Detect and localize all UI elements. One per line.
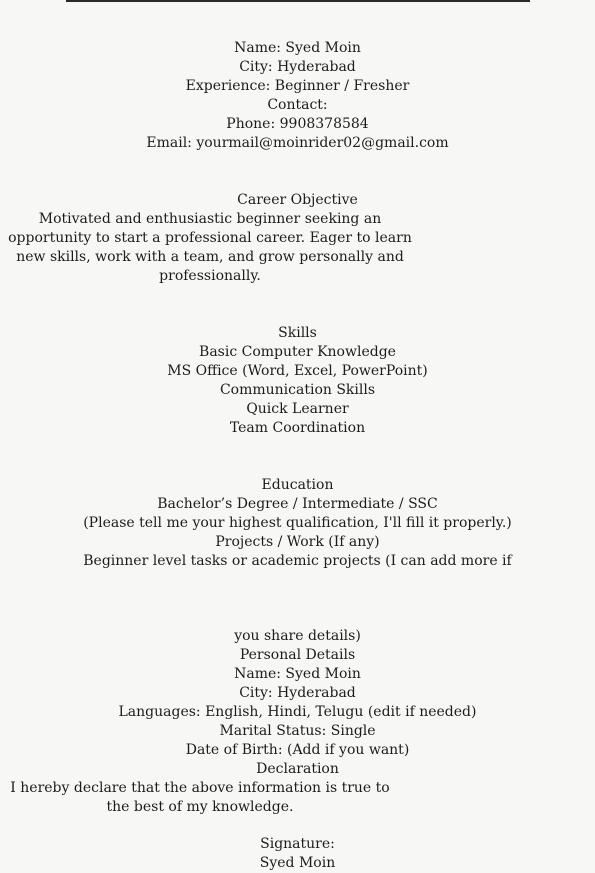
career-objective-text: Motivated and enthusiastic beginner seeking an opportunity to start a professional career. Eager to learn new skills, work with a team, and grow personally and professionally. xyxy=(8,211,412,284)
skill-item: Basic Computer Knowledge xyxy=(199,344,396,360)
signature-name: Syed Moin xyxy=(259,855,336,871)
contact-name: Name: Syed Moin xyxy=(234,40,361,56)
personal-details-section xyxy=(0,646,595,760)
skills-section xyxy=(0,324,595,438)
personal-dob: Date of Birth: (Add if you want) xyxy=(185,742,410,758)
contact-experience: Experience: Beginner / Fresher xyxy=(185,78,410,94)
career-objective-heading: Career Objective xyxy=(237,192,358,208)
education-note: (Please tell me your highest qualification, I'll fill it properly.) xyxy=(83,515,512,531)
skill-item: Team Coordination xyxy=(229,420,366,436)
top-rule xyxy=(66,0,530,2)
skills-heading: Skills xyxy=(278,325,317,341)
contact-city: City: Hyderabad xyxy=(239,59,356,75)
education-section xyxy=(0,476,595,533)
personal-city: City: Hyderabad xyxy=(239,685,356,701)
projects-text-line1: Beginner level tasks or academic projects (I can add more if xyxy=(83,553,512,569)
signature-label: Signature: xyxy=(260,836,335,852)
declaration-heading: Declaration xyxy=(256,761,339,777)
personal-marital-status: Marital Status: Single xyxy=(219,723,376,739)
skill-item: Communication Skills xyxy=(219,382,376,398)
resume-document xyxy=(0,39,595,873)
education-degree: Bachelor’s Degree / Intermediate / SSC xyxy=(157,496,438,512)
contact-email: Email: yourmail@moinrider02@gmail.com xyxy=(146,135,449,151)
projects-heading: Projects / Work (If any) xyxy=(215,534,380,550)
skill-item: Quick Learner xyxy=(246,401,349,417)
education-heading: Education xyxy=(261,477,334,493)
personal-details-heading: Personal Details xyxy=(239,647,356,663)
skill-item: MS Office (Word, Excel, PowerPoint) xyxy=(167,363,428,379)
contact-phone: Phone: 9908378584 xyxy=(226,116,369,132)
personal-name: Name: Syed Moin xyxy=(234,666,361,682)
declaration-section xyxy=(0,760,595,817)
projects-text-line2: you share details) xyxy=(234,628,361,644)
career-objective-section xyxy=(0,191,595,286)
projects-section xyxy=(0,533,595,646)
contact-section xyxy=(0,39,595,153)
declaration-text: I hereby declare that the above information is true to the best of my knowledge. xyxy=(10,780,390,815)
contact-label: Contact: xyxy=(267,97,328,113)
signature-section xyxy=(0,835,595,873)
personal-languages: Languages: English, Hindi, Telugu (edit if needed) xyxy=(118,704,477,720)
